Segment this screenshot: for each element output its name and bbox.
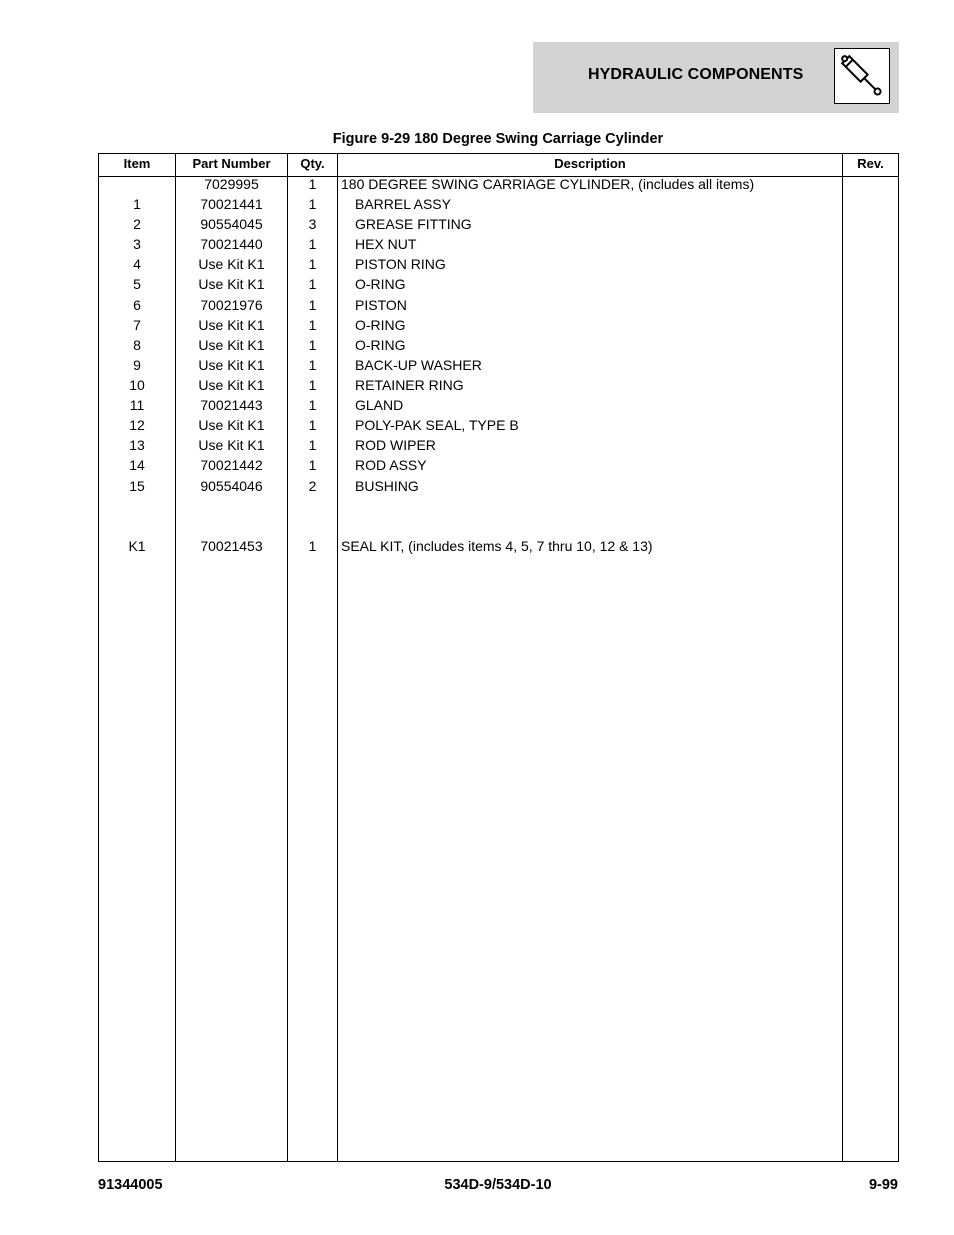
- item-cell: 5: [133, 276, 141, 292]
- table-row: [99, 355, 898, 375]
- part-number-cell: 70021443: [200, 397, 263, 413]
- qty-cell: 1: [308, 457, 317, 473]
- footer-model: 534D-9/534D-10: [444, 1177, 552, 1193]
- item-cell: 3: [133, 236, 141, 252]
- qty-cell: 1: [308, 176, 317, 192]
- description-cell: 180 DEGREE SWING CARRIAGE CYLINDER, (includes all items): [341, 176, 755, 192]
- description-cell: BACK-UP WASHER: [355, 357, 482, 373]
- qty-cell: 1: [308, 236, 317, 252]
- qty-cell: 1: [308, 397, 317, 413]
- description-cell: RETAINER RING: [355, 377, 464, 393]
- item-cell: 4: [133, 256, 141, 272]
- hydraulic-cylinder-icon: [834, 48, 890, 104]
- qty-cell: 1: [308, 437, 317, 453]
- item-cell: 11: [129, 397, 145, 413]
- qty-cell: 1: [308, 276, 317, 292]
- description-cell: SEAL KIT, (includes items 4, 5, 7 thru 10, 12 & 13): [341, 538, 653, 554]
- table-row: [99, 194, 898, 214]
- item-cell: 15: [129, 478, 145, 494]
- table-row: [99, 375, 898, 395]
- part-number-cell: Use Kit K1: [198, 377, 265, 393]
- description-cell: PISTON: [355, 297, 407, 313]
- column-header-rev: Rev.: [857, 156, 884, 171]
- part-number-cell: 7029995: [204, 176, 259, 192]
- part-number-cell: Use Kit K1: [198, 317, 265, 333]
- item-cell: 13: [129, 437, 145, 453]
- description-cell: ROD ASSY: [355, 457, 427, 473]
- table-row: [99, 536, 898, 556]
- table-row: [99, 455, 898, 475]
- qty-cell: 1: [308, 357, 317, 373]
- qty-cell: 1: [308, 538, 317, 554]
- description-cell: O-RING: [355, 276, 406, 292]
- item-cell: 2: [133, 216, 141, 232]
- table-row: [99, 315, 898, 335]
- item-cell: 14: [129, 457, 145, 473]
- footer-page-number: 9-99: [868, 1177, 898, 1193]
- table-row: [99, 435, 898, 455]
- section-header-tab: [533, 42, 899, 113]
- item-cell: 9: [133, 357, 141, 373]
- column-header-description: Description: [554, 156, 626, 171]
- part-number-cell: Use Kit K1: [198, 337, 265, 353]
- description-cell: HEX NUT: [355, 236, 417, 252]
- description-cell: O-RING: [355, 317, 406, 333]
- qty-cell: 3: [308, 216, 317, 232]
- part-number-cell: Use Kit K1: [198, 276, 265, 292]
- table-row: [99, 214, 898, 234]
- description-cell: GREASE FITTING: [355, 216, 472, 232]
- part-number-cell: 70021453: [200, 538, 263, 554]
- part-number-cell: Use Kit K1: [198, 357, 265, 373]
- part-number-cell: 90554045: [200, 216, 263, 232]
- table-row: [99, 335, 898, 355]
- part-number-cell: Use Kit K1: [198, 256, 265, 272]
- description-cell: O-RING: [355, 337, 406, 353]
- part-number-cell: 70021440: [200, 236, 263, 252]
- part-number-cell: 70021976: [200, 297, 263, 313]
- qty-cell: 1: [308, 317, 317, 333]
- qty-cell: 1: [308, 417, 317, 433]
- figure-title: Figure 9-29 180 Degree Swing Carriage Cylinder: [332, 131, 664, 147]
- item-cell: K1: [128, 538, 146, 554]
- item-cell: 1: [133, 196, 141, 212]
- footer-document-number: 91344005: [98, 1177, 163, 1193]
- part-number-cell: 90554046: [200, 478, 263, 494]
- description-cell: BARREL ASSY: [355, 196, 451, 212]
- parts-table: [98, 153, 899, 1162]
- table-row: [99, 234, 898, 254]
- item-cell: 6: [133, 297, 141, 313]
- description-cell: POLY-PAK SEAL, TYPE B: [355, 417, 519, 433]
- column-header-qty: Qty.: [300, 156, 325, 171]
- item-cell: 7: [133, 317, 141, 333]
- table-row: [99, 295, 898, 315]
- table-row: [99, 174, 898, 194]
- description-cell: PISTON RING: [355, 256, 446, 272]
- table-row: [99, 254, 898, 274]
- table-row: [99, 395, 898, 415]
- item-cell: 8: [133, 337, 141, 353]
- qty-cell: 1: [308, 196, 317, 212]
- column-header-item: Item: [123, 156, 151, 171]
- description-cell: GLAND: [355, 397, 404, 413]
- description-cell: BUSHING: [355, 478, 419, 494]
- table-row: [99, 476, 898, 496]
- table-row: [99, 415, 898, 435]
- part-number-cell: 70021441: [200, 196, 263, 212]
- column-header-part-number: Part Number: [192, 156, 271, 171]
- qty-cell: 1: [308, 256, 317, 272]
- part-number-cell: Use Kit K1: [198, 417, 265, 433]
- item-cell: 10: [129, 377, 145, 393]
- section-title: HYDRAULIC COMPONENTS: [588, 66, 804, 83]
- qty-cell: 1: [308, 297, 317, 313]
- qty-cell: 2: [308, 478, 317, 494]
- part-number-cell: Use Kit K1: [198, 437, 265, 453]
- item-cell: 12: [129, 417, 145, 433]
- table-row: [99, 274, 898, 294]
- description-cell: ROD WIPER: [355, 437, 436, 453]
- part-number-cell: 70021442: [200, 457, 263, 473]
- qty-cell: 1: [308, 337, 317, 353]
- qty-cell: 1: [308, 377, 317, 393]
